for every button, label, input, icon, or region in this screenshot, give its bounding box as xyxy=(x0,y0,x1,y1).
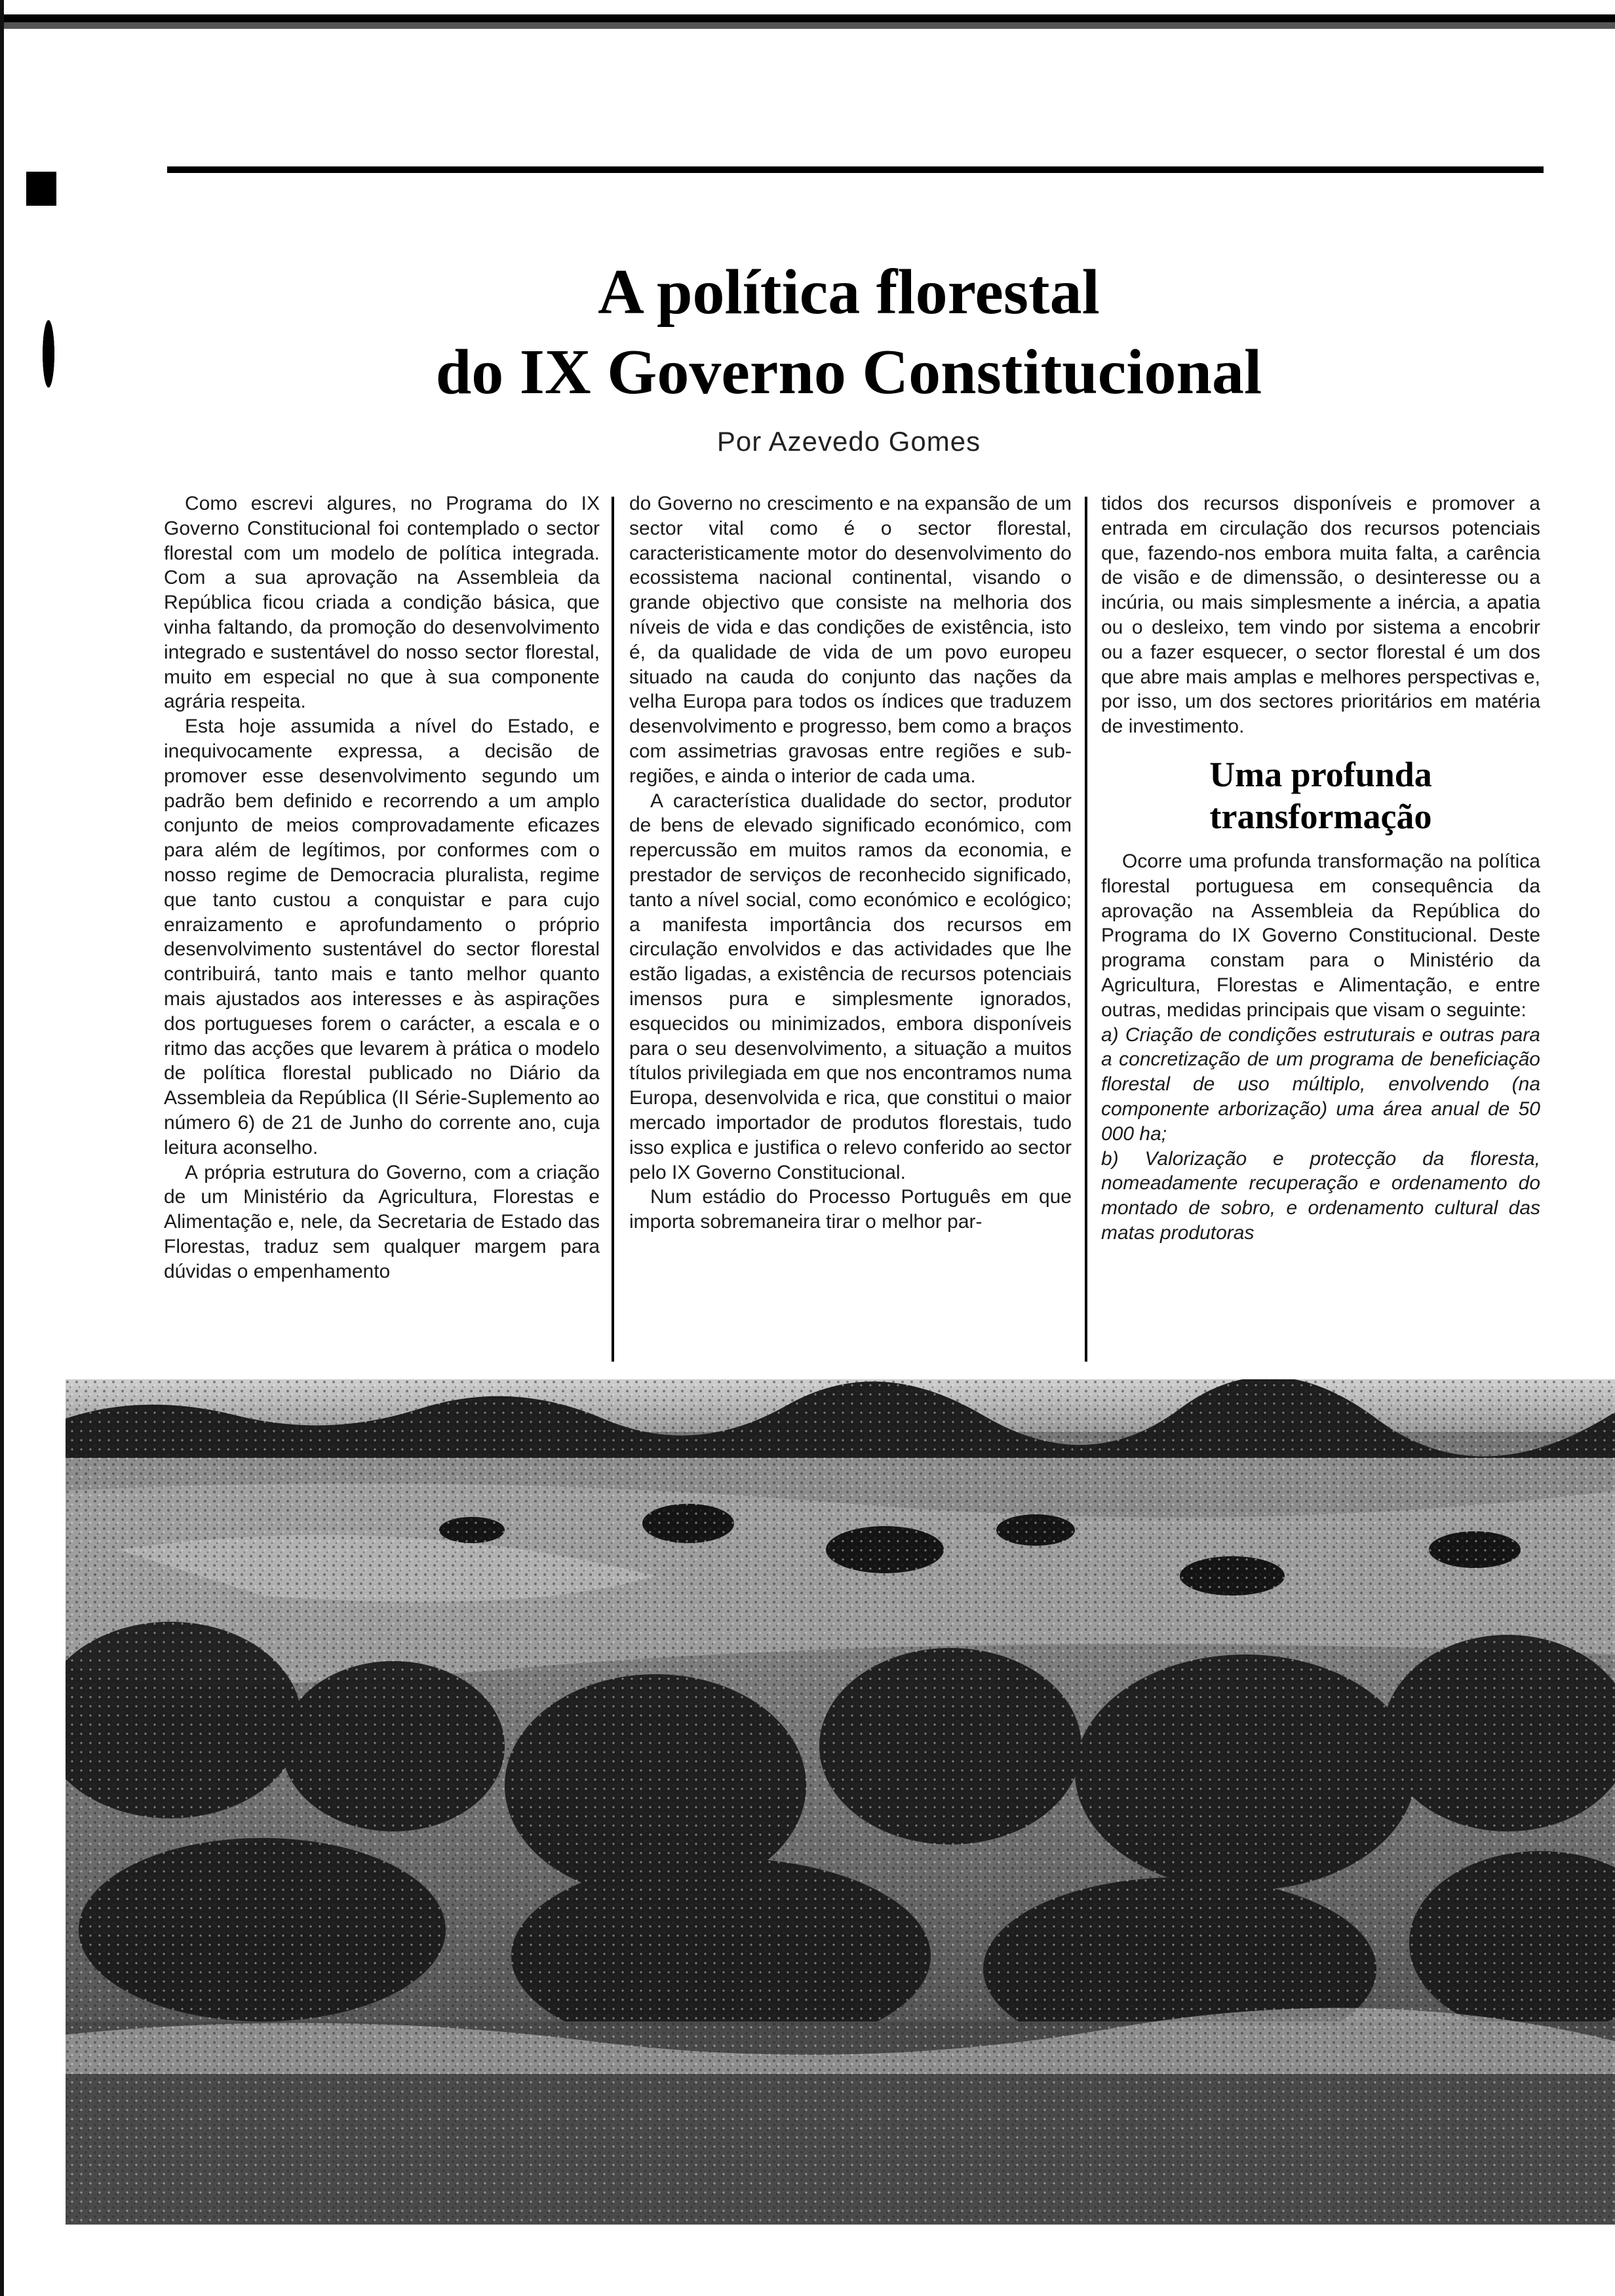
column2-paragraph-2: A característica dualidade do sector, produtor de bens de elevado significado económico, com repercussão em muitos ramos da economia, e prestador de serviços de reconhecido significado, tanto a nível social, como económico e ecológico; a manifesta importância dos recursos em circulação envolvidos e das actividades que lhe estão ligadas, a existência de recursos potenciais imensos pura e simplesmente ignorados, esquecidos ou minimizados, embora disponíveis para o seu desenvolvimento, a situação a muitos títulos privilegiada em que nos encontramos numa Europa, desenvolvida e rica, que constitui o maior mercado importador de produtos florestais, tudo isso explica e justifica o relevo conferido ao sector pelo IX Governo Constitucional. xyxy=(629,790,1072,1183)
landscape-photo xyxy=(66,1379,1615,2225)
article-title-line1: A política florestal xyxy=(598,257,1100,328)
landscape-photo-image xyxy=(66,1379,1615,2225)
column2-paragraph-3: Num estádio do Processo Português em que importa sobremaneira tirar o melhor par- xyxy=(629,1186,1072,1233)
article-byline: Por Azevedo Gomes xyxy=(716,426,981,457)
list-item-a xyxy=(1101,1023,1540,1147)
article-column-2 xyxy=(629,491,1072,1363)
column1-paragraph-2: Esta hoje assumida a nível do Estado, e inequivocamente expressa, a decisão de promover esse desenvolvimento segundo um padrão bem definido e recorrendo a um amplo conjunto de meios comprovadamente eficazes para além de legítimos, por conformes com o nosso regime de Democracia pluralista, regime que tanto custou a conquistar e para cujo enraizamento e aprofundamento o próprio desenvolvimento sustentável do sector florestal contribuirá, tanto mais e tanto melhor quanto mais ajustados aos interesses e às aspirações dos portugueses forem o carácter, a escala e o ritmo das acções que levarem à prática o modelo de política florestal publicado no Diário da Assembleia da República (II Série-Suplemento ao número 6) de 21 de Junho do corrente ano, cuja leitura aconselho. xyxy=(164,716,600,1158)
page-left-edge xyxy=(0,0,4,2296)
header-rule xyxy=(167,166,1544,173)
column-divider xyxy=(612,497,614,1362)
article-column-3 xyxy=(1101,491,1540,1363)
section-heading-line2: transformação xyxy=(1209,796,1432,836)
article-column-1 xyxy=(164,491,600,1363)
list-item-a-text: a) Criação de condições estruturais e outras para a concretização de um programa de beneficiação florestal de uso múltiplo, envolvendo (na componente arborização) uma área anual de 50 000 ha; xyxy=(1101,1024,1540,1145)
scan-spine-shadow xyxy=(39,301,58,406)
article-title-line2: do IX Governo Constitucional xyxy=(435,337,1262,408)
list-item-b-text: b) Valorização e protecção da floresta, nomeadamente recuperação e ordenamento do montado de sobro, e ordenamento cultural das matas produtoras xyxy=(1101,1147,1540,1244)
column-divider xyxy=(1085,497,1087,1362)
section-heading xyxy=(1101,754,1540,837)
scan-binding-mark xyxy=(26,172,56,206)
column1-paragraph-3: A própria estrutura do Governo, com a criação de um Ministério da Agricultura, Florestas e Alimentação e, nele, da Secretaria de Estado das Florestas, traduz sem qualquer margem para dúvidas o empenhamento xyxy=(164,1161,600,1282)
column3-intro: tidos dos recursos disponíveis e promover a entrada em circulação dos recursos potenciais que, fazendo-nos embora muita falta, a carência de visão e de dimenssão, o desinteresse ou a incúria, ou mais simplesmente a inércia, a apatia ou o desleixo, tem vindo por sistema a encobrir ou a fazer esquecer, o sector florestal é um dos que abre mais amplas e melhores perspectivas e, por isso, um dos sectores prioritários em matéria de investimento. xyxy=(1101,493,1540,738)
page-top-edge xyxy=(0,14,1615,29)
column2-paragraph-1: do Governo no crescimento e na expansão de um sector vital como é o sector florestal, caracteristicamente motor do desenvolvimento do ecossistema nacional continental, visando o grande objectivo que consiste na melhoria dos níveis de vida e das condições de existência, isto é, da qualidade de vida de um povo europeu situado na cauda do conjunto das nações da velha Europa para todos os índices que traduzem desenvolvimento e progresso, bem como a braços com assimetrias gravosas entre regiões e sub-regiões, e ainda o interior de cada uma. xyxy=(629,493,1072,787)
column1-paragraph-1: Como escrevi algures, no Programa do IX Governo Constitucional foi contemplado o sector florestal com um modelo de política integrada. Com a sua aprovação na Assembleia da República ficou criada a condição básica, que vinha faltando, da promoção do desenvolvimento integrado e sustentável do nosso sector florestal, muito em especial no que à sua componente agrária respeita. xyxy=(164,493,600,713)
section-heading-line1: Uma profunda xyxy=(1209,754,1432,794)
list-item-b xyxy=(1101,1147,1540,1246)
column3-body: Ocorre uma profunda transformação na política florestal portuguesa em consequência da aprovação na Assembleia da República do Programa do IX Governo Constitucional. Deste programa constam para o Ministério da Agricultura, Florestas e Alimentação, e entre outras, medidas principais que visam o seguinte: xyxy=(1101,850,1540,1021)
article-title xyxy=(197,252,1501,412)
